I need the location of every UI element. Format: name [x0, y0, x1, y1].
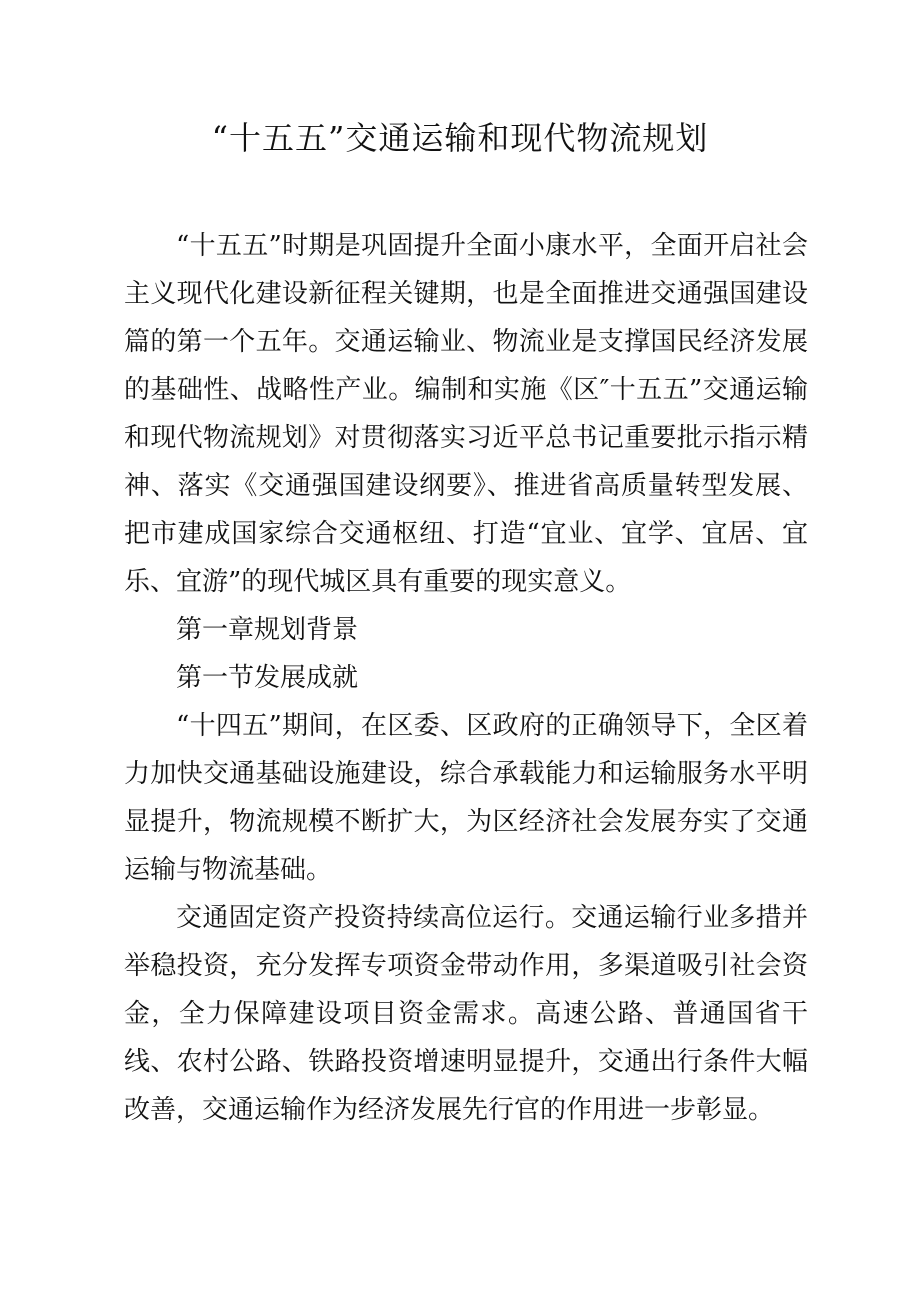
document-body: [124, 222, 808, 1134]
intro-paragraph: “十五五”时期是巩固提升全面小康水平，全面开启社会主义现代化建设新征程关键期，也是全面推进交通强国建设篇的第一个五年。交通运输业、物流业是支撑国民经济发展的基础性、战略性产业。编制和实施《区″十五五”交通运输和现代物流规划》对贯彻落实习近平总书记重要批示指示精神、落实《交通强国建设纲要》、推进省高质量转型发展、把市建成国家综合交通枢纽、打造“宜业、宜学、宜居、宜乐、宜游”的现代城区具有重要的现实意义。: [124, 231, 808, 597]
investment-paragraph: 交通固定资产投资持续高位运行。交通运输行业多措并举稳投资，充分发挥专项资金带动作用，多渠道吸引社会资金，全力保障建设项目资金需求。高速公路、普通国省干线、农村公路、铁路投资增速明显提升，交通出行条件大幅改善，交通运输作为经济发展先行官的作用进一步彰显。: [124, 903, 808, 1125]
achievements-paragraph: “十四五”期间，在区委、区政府的正确领导下，全区着力加快交通基础设施建设，综合承载能力和运输服务水平明显提升，物流规模不断扩大，为区经济社会发展夯实了交通运输与物流基础。: [124, 711, 808, 885]
section-heading: 第一节发展成就: [176, 663, 359, 693]
chapter-heading: 第一章规划背景: [176, 615, 359, 645]
document-title: “十五五”交通运输和现代物流规划: [211, 119, 709, 157]
